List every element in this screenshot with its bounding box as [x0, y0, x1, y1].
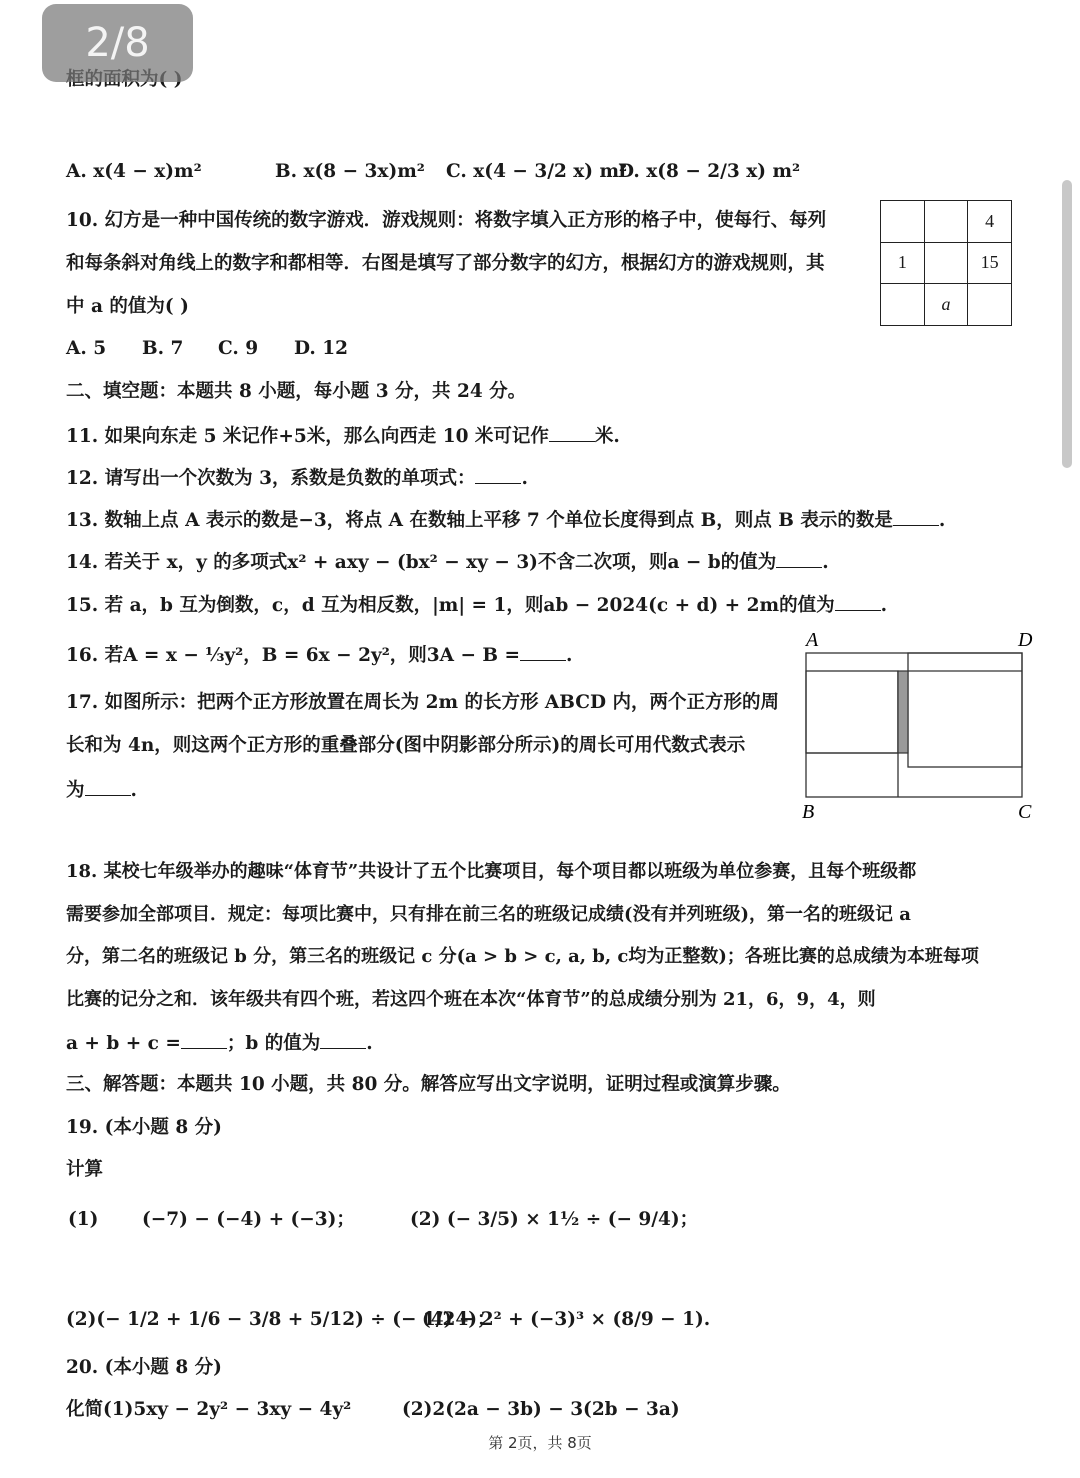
- q13-post: .: [938, 510, 946, 531]
- answer-blank: [85, 777, 131, 796]
- q18-b-text: ；b 的值为: [226, 1033, 321, 1054]
- q10-line2: 和每条斜对角线上的数字和都相等．右图是填写了部分数字的幻方，根据幻方的游戏规则，其: [66, 253, 825, 274]
- q19-sub: 计算: [66, 1159, 104, 1180]
- q18-line5: [66, 1030, 373, 1056]
- q13-text: 13. 数轴上点 A 表示的数是−3，将点 A 在数轴上平移 7 个单位长度得到点 B，则点 B 表示的数是: [66, 510, 893, 531]
- q16: [66, 642, 572, 668]
- answer-blank: [320, 1030, 366, 1049]
- q17-line2: 长和为 4n，则这两个正方形的重叠部分(图中阴影部分所示)的周长可用代数式表示: [66, 735, 746, 756]
- magic-cell: [881, 201, 925, 243]
- square-left: [806, 671, 898, 753]
- q14-post: .: [822, 552, 829, 573]
- label-c: C: [1018, 801, 1032, 823]
- answer-blank: [549, 423, 595, 442]
- q10-line3: 中 a 的值为( ): [66, 296, 189, 317]
- q15: [66, 592, 887, 618]
- q20-part1: 化简(1)5xy − 2y² − 3xy − 4y²: [66, 1399, 352, 1420]
- q17-text: 为: [66, 780, 85, 801]
- magic-cell: [924, 201, 968, 243]
- q19-part3: (2)(− 1/2 + 1/6 − 3/8 + 5/12) ÷ (− 1/24)；: [66, 1309, 496, 1330]
- q10-line1: 10. 幻方是一种中国传统的数字游戏．游戏规则：将数字填入正方形的格子中，使每行、每列: [66, 210, 827, 231]
- q12-post: .: [521, 468, 528, 489]
- q9-option-c: C. x(4 − 3/2 x) m²: [446, 161, 628, 182]
- page-footer: 第 2页，共 8页: [488, 1434, 592, 1452]
- q16-post: .: [566, 645, 573, 666]
- answer-blank: [893, 507, 939, 526]
- rectangle-abcd: [806, 653, 1022, 797]
- q11-post: 米.: [594, 426, 620, 447]
- q14-text: 14. 若关于 x，y 的多项式x² + axy − (bx² − xy − 3)不含二次项，则a − b的值为: [66, 552, 777, 573]
- q18-line4: 比赛的记分之和．该年级共有四个班，若这四个班在本次“体育节”的总成绩分别为 21，6，9，4，则: [66, 989, 876, 1010]
- q11-text: 11. 如果向东走 5 米记作+5米，那么向西走 10 米可记作: [66, 426, 549, 447]
- q20-title: 20. (本小题 8 分): [66, 1357, 222, 1378]
- q10-option-d: D. 12: [294, 338, 349, 359]
- q9-option-d: D. x(8 − 2/3 x) m²: [618, 161, 801, 182]
- answer-blank: [475, 465, 521, 484]
- q19-part4: (4) − 2² + (−3)³ × (8/9 − 1).: [422, 1309, 711, 1330]
- q18-line1: 18. 某校七年级举办的趣味“体育节”共设计了五个比赛项目，每个项目都以班级为单位参赛，且每个班级都: [66, 861, 917, 882]
- q19-title: 19. (本小题 8 分): [66, 1117, 222, 1138]
- q19-part1-label: (1): [68, 1209, 99, 1230]
- q16-text: 16. 若A = x − ⅓y²，B = 6x − 2y²，则3A − B =: [66, 645, 520, 666]
- magic-cell: 4: [968, 201, 1012, 243]
- q18-post: .: [366, 1033, 373, 1054]
- q10-option-c: C. 9: [218, 338, 259, 359]
- q15-post: .: [880, 595, 888, 616]
- magic-cell: a: [924, 284, 968, 326]
- answer-blank: [520, 642, 566, 661]
- page-indicator: 2/8: [42, 4, 193, 82]
- q10-option-b: B. 7: [142, 338, 184, 359]
- q18-abc-text: a + b + c =: [66, 1033, 181, 1054]
- section-2-heading: 二、填空题：本题共 8 小题，每小题 3 分，共 24 分。: [66, 381, 527, 402]
- magic-cell: [968, 284, 1012, 326]
- label-a: A: [806, 629, 819, 651]
- q14: [66, 549, 829, 575]
- rectangle-squares-figure: [800, 625, 1040, 825]
- q19-part2: (2) (− 3/5) × 1½ ÷ (− 9/4)；: [410, 1209, 699, 1230]
- q10-option-a: A. 5: [66, 338, 107, 359]
- q18-line2: 需要参加全部项目．规定：每项比赛中，只有排在前三名的班级记成绩(没有并列班级)，第一名的班级记 a: [66, 904, 911, 925]
- magic-cell: 15: [968, 242, 1012, 284]
- q20-part2: (2)2(2a − 3b) − 3(2b − 3a): [402, 1399, 680, 1420]
- q17-line3: [66, 777, 137, 803]
- q18-line3: 分，第二名的班级记 b 分，第三名的班级记 c 分(a > b > c, a, b, c均为正整数)；各班比赛的总成绩为本班每项: [66, 946, 979, 967]
- q12-text: 12. 请写出一个次数为 3，系数是负数的单项式：: [66, 468, 476, 489]
- label-b: B: [802, 801, 815, 823]
- section-3-heading: 三、解答题：本题共 10 小题，共 80 分。解答应写出文字说明，证明过程或演算步骤。: [66, 1074, 791, 1095]
- magic-cell: [881, 284, 925, 326]
- q12: [66, 465, 528, 491]
- answer-blank: [776, 549, 822, 568]
- answer-blank: [835, 592, 881, 611]
- q19-part1: (−7) − (−4) + (−3)；: [142, 1209, 355, 1230]
- scrollbar[interactable]: [1062, 180, 1072, 468]
- q9-option-b: B. x(8 − 3x)m²: [275, 161, 425, 182]
- overlap-shaded-region: [898, 671, 908, 753]
- magic-square: [880, 200, 1012, 326]
- q17-post: .: [130, 780, 137, 801]
- label-d: D: [1018, 629, 1033, 651]
- magic-cell: [924, 242, 968, 284]
- q11: [66, 423, 620, 449]
- q17-line1: 17. 如图所示：把两个正方形放置在周长为 2m 的长方形 ABCD 内，两个正方形的周: [66, 692, 779, 713]
- answer-blank: [181, 1030, 227, 1049]
- q15-text: 15. 若 a，b 互为倒数，c，d 互为相反数，|m| = 1，则ab − 2024(c + d) + 2m的值为: [66, 595, 835, 616]
- magic-cell: 1: [881, 242, 925, 284]
- q9-option-a: A. x(4 − x)m²: [66, 161, 202, 182]
- square-right: [908, 653, 1022, 767]
- q13: [66, 507, 945, 533]
